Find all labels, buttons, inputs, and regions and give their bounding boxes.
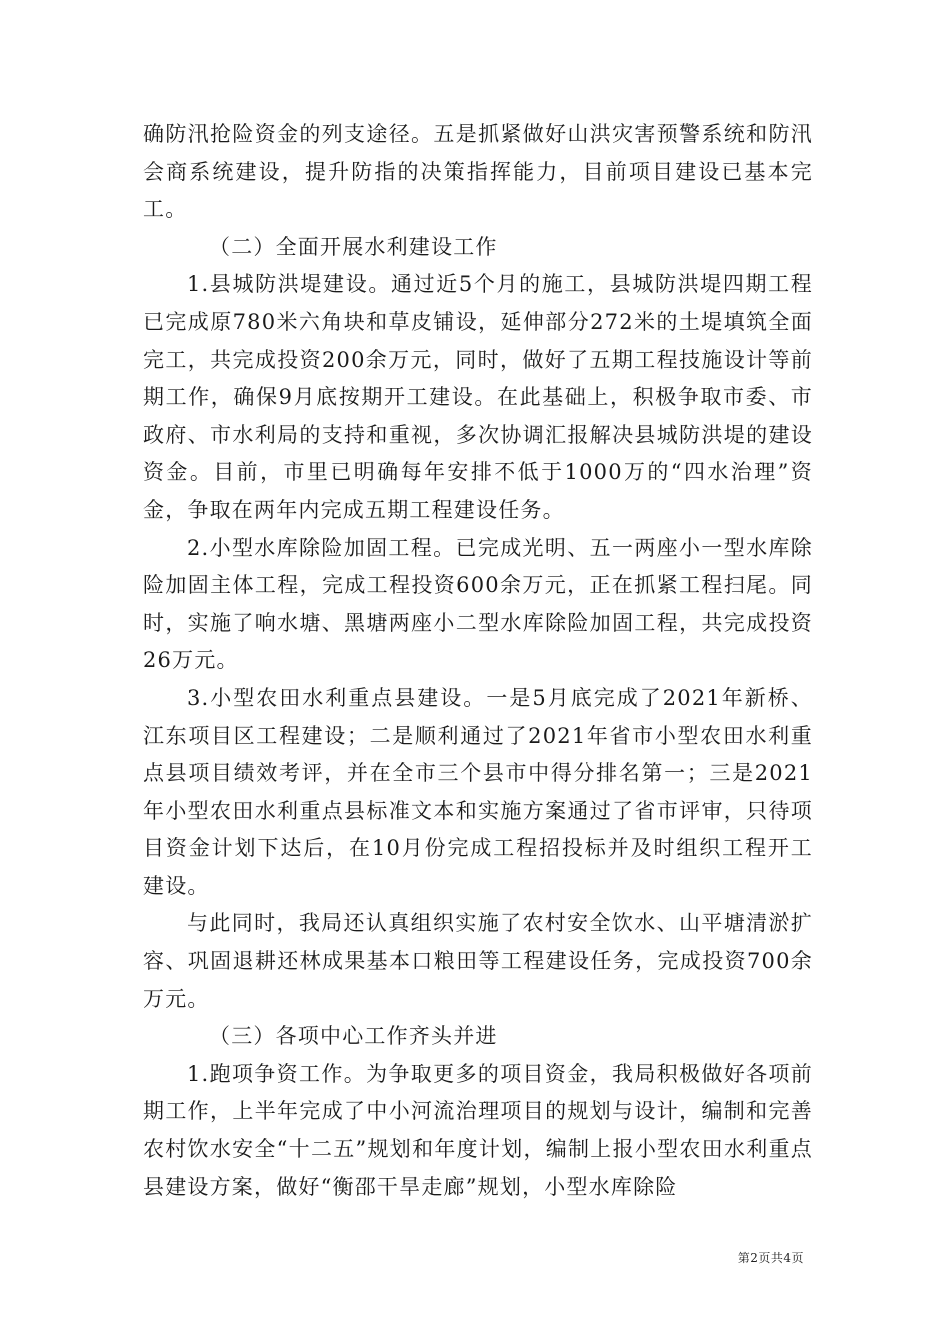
paragraph-county-levee: 1.县城防洪堤建设。通过近5个月的施工，县城防洪堤四期工程已完成原780米六角块和草皮铺设，延伸部分272米的土堤填筑全面完工，共完成投资200余万元，同时，做好了五期工程技施设计等前期工作，确保9月底按期开工建设。在此基础上，积极争取市委、市政府、市水利局的支持和重视，多次协调汇报解决县城防洪堤的建设资金。目前，市里已明确每年安排不低于1000万的“四水治理”资金，争取在两年内完成五期工程建设任务。	[143, 272, 813, 522]
page-number-footer: 第2页共4页	[737, 1251, 804, 1265]
section-heading-central-work: （三）各项中心工作齐头并进	[209, 1024, 498, 1049]
paragraph-other-projects: 与此同时，我局还认真组织实施了农村安全饮水、山平塘清淤扩容、巩固退耕还林成果基本口粮田等工程建设任务，完成投资700余万元。	[143, 911, 813, 1011]
section-heading-water-construction: （二）全面开展水利建设工作	[209, 234, 498, 259]
document-body	[143, 116, 813, 1206]
paragraph-farmland-irrigation: 3.小型农田水利重点县建设。一是5月底完成了2021年新桥、江东项目区工程建设；二是顺利通过了2021年省市小型农田水利重点县项目绩效考评，并在全市三个县市中得分排名第一；三是2021年小型农田水利重点县标准文本和实施方案通过了省市评审，只待项目资金计划下达后，在10月份完成工程招投标并及时组织工程开工建设。	[143, 685, 813, 898]
paragraph-flood-fund-continuation: 确防汛抢险资金的列支途径。五是抓紧做好山洪灾害预警系统和防汛会商系统建设，提升防指的决策指挥能力，目前项目建设已基本完工。	[143, 122, 813, 222]
paragraph-project-funding: 1.跑项争资工作。为争取更多的项目资金，我局积极做好各项前期工作，上半年完成了中小河流治理项目的规划与设计，编制和完善农村饮水安全“十二五”规划和年度计划，编制上报小型农田水利重点县建设方案，做好“衡邵干旱走廊”规划，小型水库除险	[143, 1061, 813, 1199]
paragraph-small-reservoir: 2.小型水库除险加固工程。已完成光明、五一两座小一型水库除险加固主体工程，完成工程投资600余万元，正在抓紧工程扫尾。同时，实施了响水塘、黑塘两座小二型水库除险加固工程，共完成投资26万元。	[143, 535, 813, 673]
